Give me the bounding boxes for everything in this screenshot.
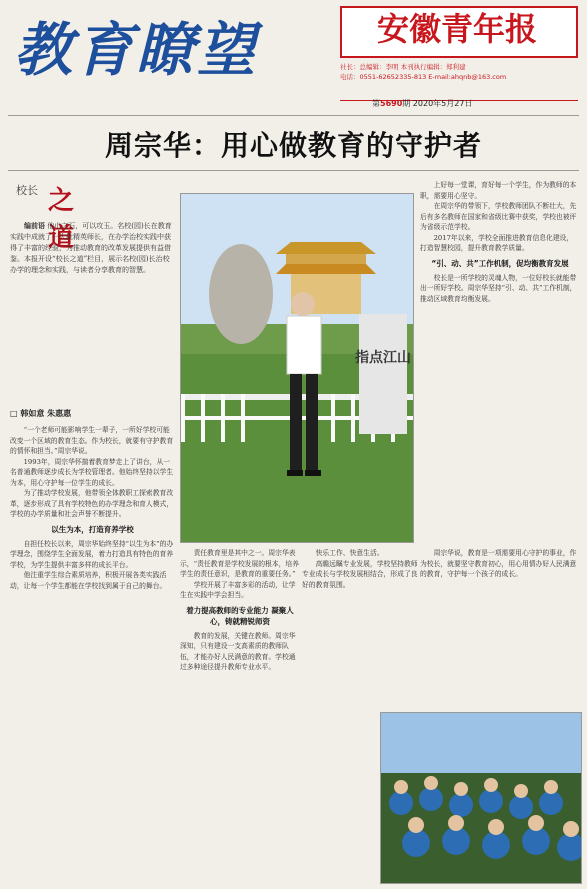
- mid-paragraph: 教育的发展，关键在教师。周宗华深知，只有建设一支高素质的教师队伍，才能办好人民满意的教育。学校通过多种途径提升教师专业水平。: [180, 631, 296, 671]
- right-title: 安徽青年报: [376, 10, 537, 48]
- students-photo: [380, 712, 582, 884]
- main-photo-illustration: [181, 194, 413, 542]
- sub-rule: [8, 170, 579, 171]
- issue-number: 5690: [380, 99, 403, 108]
- issue-info: 第5690期 2020年5月27日: [372, 99, 473, 108]
- masthead: [0, 0, 587, 108]
- sidebar-paragraph: 自担任校长以来，周宗华始终坚持“以生为本”的办学理念，围绕学生全面发展，着力打造具有特色的育养学校，为学生提供丰富多样的成长平台。: [10, 539, 174, 569]
- sidebar-subhead: 以生为本，打造育养学校: [51, 524, 134, 534]
- photo-signage: 指点江山: [355, 350, 411, 366]
- editor-intro-text: 他山之石，可以攻玉。名校(园)长在教育实践中成就了一大批精英师长，在办学治校实践中获得了丰富的经验，为推动教育的改革发展提供有益借鉴。本报开设“校长之道”栏目，展示名校(园)长治校办学的理念和实践，与读者分享教育的智慧。: [10, 222, 172, 274]
- mid2-paragraph: 快乐工作、快意生活。: [315, 549, 384, 557]
- sidebar-paragraph: “一个老师可能影响学生一辈子，一所好学校可能改变一个区域的教育生态。作为校长，就要有守护教育的情怀和担当。”周宗华说。: [10, 426, 174, 455]
- sidebar-article: [10, 180, 175, 880]
- editor-label: 编前语: [24, 221, 45, 230]
- right-subhead: “引、动、共”工作机制，促均衡教育发展: [431, 258, 569, 268]
- mid-paragraph: 学校开展了丰富多彩的活动，让学生在实践中学会担当。: [180, 580, 296, 599]
- mid-subhead: 着力提高教师的专业能力 凝聚人心，铸就精锐师资: [186, 605, 294, 626]
- middle-column-1: [180, 548, 300, 888]
- meta-line-1: 社长：总编辑：李明 本刊执行编辑：郑利建: [340, 63, 466, 71]
- right-paragraph: 校长是一所学校的灵魂人物，一位好校长就能带出一所好学校。周宗华坚持“引、动、共”工作机制，推动区域教育均衡发展。: [420, 273, 577, 303]
- sidebar-paragraph: 为了推动学校发展，他带领全体教职工探索教育改革，逐步形成了具有学校特色的办学理念和育人模式，学校的办学质量和社会声誉不断提升。: [10, 489, 174, 518]
- top-rule: [8, 115, 579, 116]
- publication-logo-left: [14, 6, 344, 94]
- mid2-paragraph: 高瞻远瞩专业发展，学校坚持教师专业成长与学校发展相结合，形成了良好的教育氛围。: [302, 559, 418, 589]
- column-logo-big: 之道: [48, 186, 75, 253]
- column-logo-small: 校长: [16, 184, 38, 197]
- headline: 周宗华：用心做教育的守护者: [104, 129, 482, 162]
- right2-paragraph: 周宗华说，教育是一项需要用心守护的事业，作为校长，就要坚守教育初心，用心用情办好人民满意的教育，守护每一个孩子的成长。: [420, 549, 577, 578]
- left-title: 教育瞭望: [14, 16, 259, 84]
- right-paragraph: 2017年以来，学校全面推进教育信息化建设，打造智慧校园，提升教育教学质量。: [420, 233, 574, 252]
- right-paragraph: 在周宗华的带领下，学校教师团队不断壮大，先后有多名教师在国家和省级比赛中获奖，学校也被评为省级示范学校。: [420, 202, 577, 231]
- mid-paragraph: 责任教育里是其中之一。周宗华表示，“责任教育是学校发展的根本，培养学生的责任意识，是教育的重要任务。”: [180, 549, 300, 578]
- sidebar-paragraph: 1993年，周宗华怀揣着教育梦走上了讲台，从一名普通教师逐步成长为学校管理者。他始终坚持以学生为本，用心守护每一位学生的成长。: [10, 457, 174, 487]
- byline: □ 韩如意 朱惠惠: [10, 409, 72, 418]
- masthead-meta: [340, 62, 578, 82]
- sidebar-paragraph: 他注重学生综合素质培养，积极开展各类实践活动，让每一个学生都能在学校找到属于自己的舞台。: [10, 571, 167, 590]
- meta-line-2: 电话：0551-62652335-813 E-mail:ahqnb@163.com: [340, 73, 507, 81]
- publication-logo-right: [340, 0, 580, 100]
- right-column-2: [420, 548, 580, 678]
- main-photo: [180, 193, 414, 543]
- right-paragraph: 上好每一堂课，育好每一个学生，作为教师的本职，需要用心坚守。: [420, 181, 577, 200]
- editor-intro: [10, 220, 175, 400]
- students-photo-illustration: [381, 713, 581, 883]
- sidebar-body: [10, 425, 175, 875]
